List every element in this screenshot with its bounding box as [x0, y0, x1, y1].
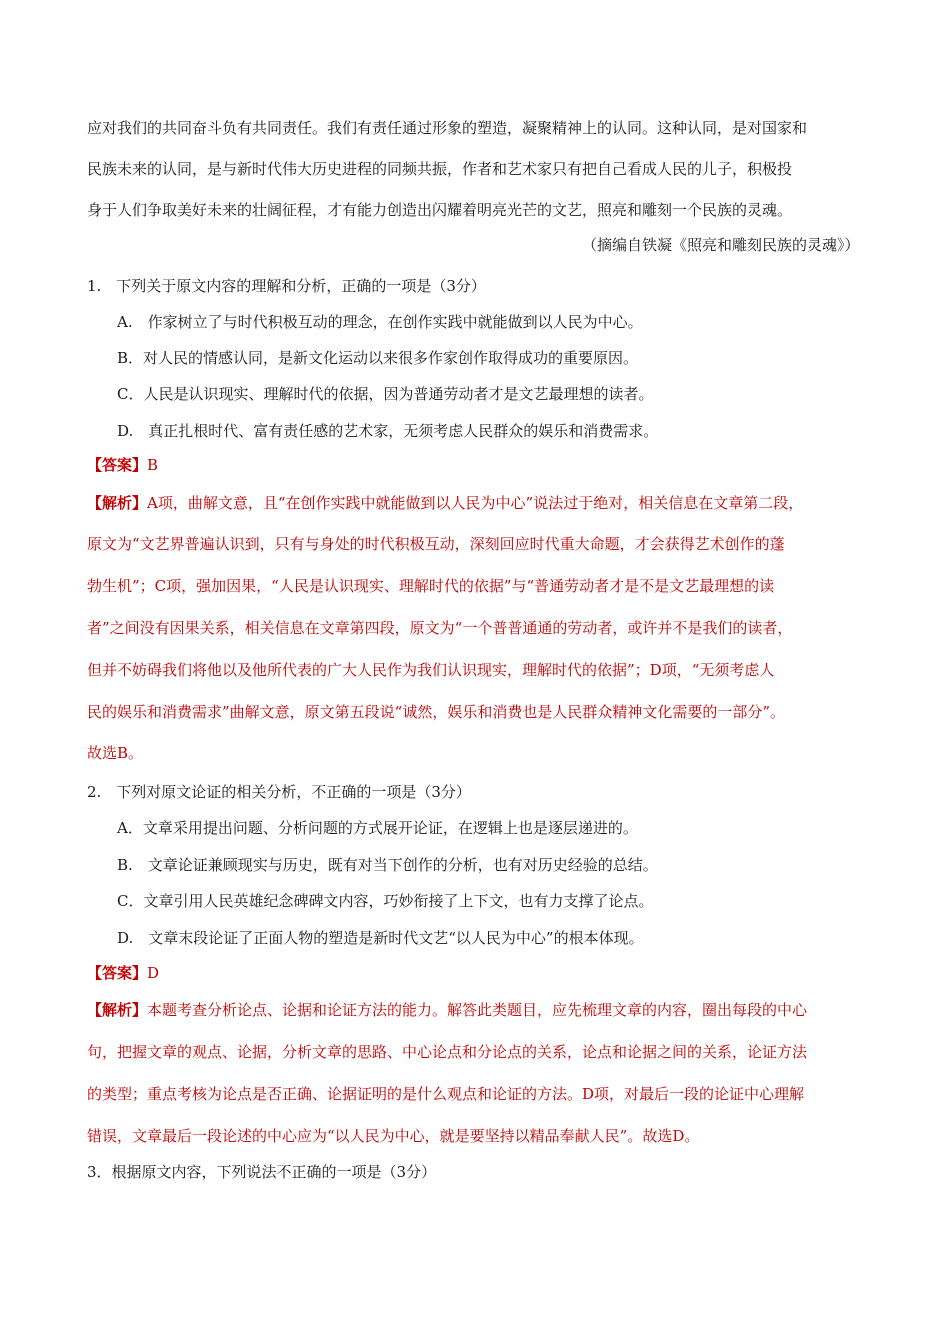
- analysis-label: 【解析】: [87, 494, 148, 512]
- question-1-analysis-line: 故选B。: [87, 744, 144, 762]
- question-1-analysis-line: [87, 493, 803, 513]
- question-2-option-b: B. 文章论证兼顾现实与历史，既有对当下创作的分析，也有对历史经验的总结。: [117, 856, 658, 874]
- question-2-stem: 2. 下列对原文论证的相关分析，不正确的一项是（3分）: [87, 783, 471, 801]
- question-1-analysis-line: 勃生机”；C项，强加因果，“人民是认识现实、理解时代的依据”与“普通劳动者才是不是文艺最理想的读: [87, 577, 775, 595]
- passage-line: 身于人们争取美好未来的壮阔征程，才有能力创造出闪耀着明亮光芒的文艺，照亮和雕刻一个民族的灵魂。: [87, 201, 793, 219]
- analysis-label: 【解析】: [87, 1001, 148, 1019]
- question-1-option-c: C．人民是认识现实、理解时代的依据，因为普通劳动者才是文艺最理想的读者。: [117, 385, 654, 403]
- question-2-option-d: D. 文章末段论证了正面人物的塑造是新时代文艺“以人民为中心”的根本体现。: [117, 929, 644, 947]
- answer-value: B: [147, 456, 159, 474]
- answer-label: 【答案】: [87, 456, 148, 474]
- answer-label: 【答案】: [87, 964, 148, 982]
- passage-line: 民族未来的认同，是与新时代伟大历史进程的同频共振，作者和艺术家只有把自己看成人民的儿子，积极投: [87, 160, 793, 178]
- question-1-option-b: B．对人民的情感认同，是新文化运动以来很多作家创作取得成功的重要原因。: [117, 349, 639, 367]
- question-1-analysis-line: 原文为“文艺界普遍认识到，只有与身处的时代积极互动，深刻回应时代重大命题，才会获得艺术创作的蓬: [87, 535, 785, 553]
- question-1-stem: 1. 下列关于原文内容的理解和分析，正确的一项是（3分）: [87, 277, 486, 295]
- question-1-option-a: A. 作家树立了与时代积极互动的理念，在创作实践中就能做到以人民为中心。: [117, 313, 643, 331]
- passage-line: 应对我们的共同奋斗负有共同责任。我们有责任通过形象的塑造，凝聚精神上的认同。这种认同，是对国家和: [87, 119, 808, 137]
- question-1-analysis-line: 民的娱乐和消费需求”曲解文意，原文第五段说“诚然，娱乐和消费也是人民群众精神文化需要的一部分”。: [87, 703, 786, 721]
- question-2-answer: [87, 963, 159, 983]
- question-2-option-c: C．文章引用人民英雄纪念碑碑文内容，巧妙衔接了上下文，也有力支撑了论点。: [117, 892, 654, 910]
- passage-source: （摘编自铁凝《照亮和雕刻民族的灵魂》）: [582, 236, 860, 254]
- analysis-text: 本题考查分析论点、论据和论证方法的能力。解答此类题目，应先梳理文章的内容，圈出每段的中心: [147, 1001, 808, 1019]
- answer-value: D: [147, 964, 160, 982]
- question-2-analysis-line: 的类型；重点考核为论点是否正确、论据证明的是什么观点和论证的方法。D项，对最后一段的论证中心理解: [87, 1085, 805, 1103]
- question-1-option-d: D. 真正扎根时代、富有责任感的艺术家，无须考虑人民群众的娱乐和消费需求。: [117, 422, 659, 440]
- question-1-analysis-line: 但并不妨碍我们将他以及他所代表的广大人民作为我们认识现实，理解时代的依据”；D项，“无须考虑人: [87, 661, 775, 679]
- question-2-analysis-line: [87, 1000, 807, 1020]
- analysis-text: A项，曲解文意，且“在创作实践中就能做到以人民为中心”说法过于绝对，相关信息在文章第二段，: [147, 494, 804, 512]
- question-3-stem: 3．根据原文内容，下列说法不正确的一项是（3分）: [87, 1163, 437, 1181]
- question-2-option-a: A．文章采用提出问题、分析问题的方式展开论证，在逻辑上也是逐层递进的。: [117, 819, 638, 837]
- question-1-analysis-line: 者”之间没有因果关系，相关信息在文章第四段，原文为“一个普普通通的劳动者，或许并不是我们的读者，: [87, 619, 793, 637]
- question-2-analysis-line: 句，把握文章的观点、论据，分析文章的思路、中心论点和分论点的关系，论点和论据之间的关系，论证方法: [87, 1043, 808, 1061]
- question-1-answer: [87, 455, 158, 475]
- question-2-analysis-line: 错误，文章最后一段论述的中心应为“以人民为中心，就是要坚持以精品奉献人民”。故选D。: [87, 1127, 700, 1145]
